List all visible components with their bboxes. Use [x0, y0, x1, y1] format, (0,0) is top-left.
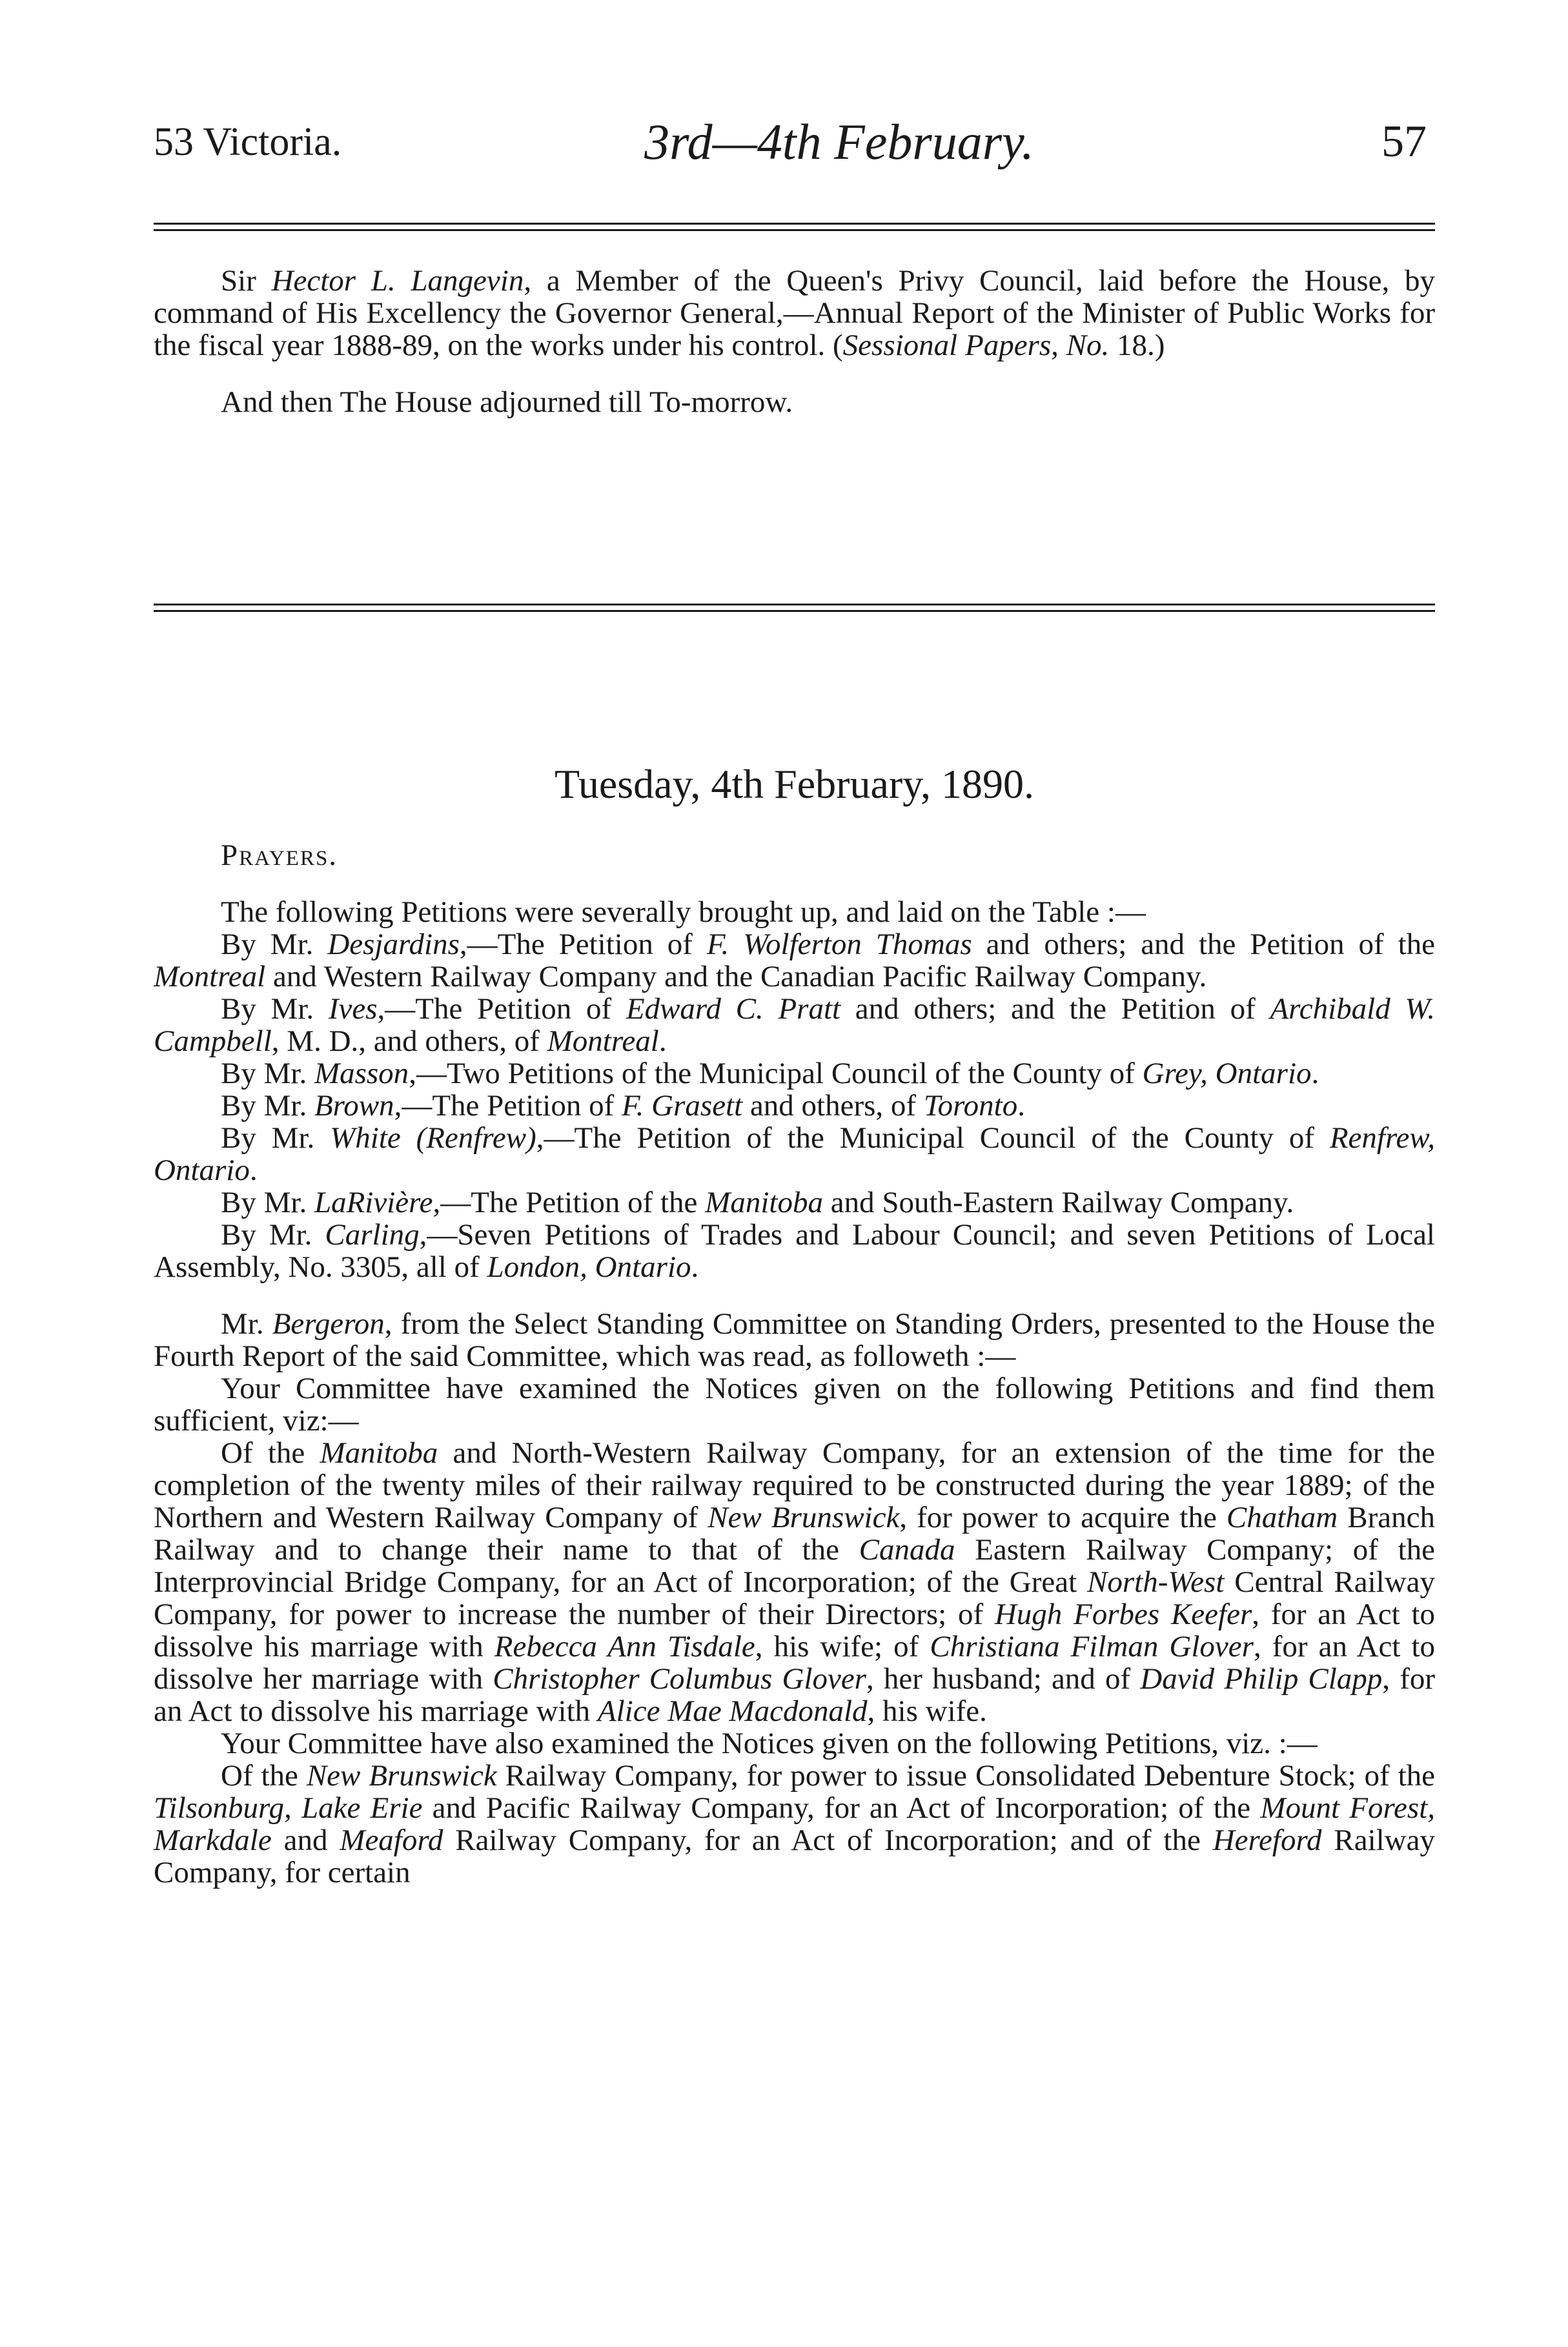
person-name: Hugh Forbes Keefer [994, 1598, 1252, 1631]
member-name: Bergeron [272, 1307, 385, 1341]
text: By Mr. [221, 1218, 325, 1252]
text: . [249, 1153, 258, 1187]
place-name: Canada [859, 1533, 955, 1567]
committee-report-intro [154, 1308, 1435, 1372]
text: Eastern Railway Company; of the Interprovincial Bridge Company, for an Act of Incorporation; of the Great [154, 1533, 1435, 1599]
petition-brown [154, 1090, 1435, 1122]
text: and Pacific Railway Company, for an Act of Incorporation; of the [422, 1791, 1261, 1825]
running-head-left: 53 Victoria. [154, 120, 342, 164]
person-name: David Philip Clapp [1140, 1662, 1383, 1696]
petition-ives [154, 993, 1435, 1057]
text: 18.) [1109, 329, 1165, 362]
place-name: Manitoba [320, 1436, 438, 1470]
day-title: Tuesday, 4th February, 1890. [554, 761, 1035, 807]
text: . [658, 1024, 667, 1058]
text: Central Railway Company, for power to increase the number of their Directors; of [154, 1565, 1436, 1631]
place-name: Montreal [154, 960, 266, 993]
text: Mr. [221, 1307, 272, 1341]
text: . [691, 1250, 699, 1284]
text: By Mr. [221, 1057, 314, 1090]
sessional-papers-ref: Sessional Papers, No. [842, 329, 1110, 362]
member-name: LaRivière [314, 1186, 433, 1219]
text: By Mr. [221, 928, 328, 961]
place-name: Toronto [923, 1089, 1018, 1123]
petition-lariviere [154, 1186, 1435, 1219]
place-name: Tilsonburg, Lake Erie [154, 1791, 423, 1825]
text: Railway Company, for an Act of Incorporation; and of the [443, 1824, 1213, 1857]
place-name: Montreal [547, 1024, 659, 1058]
section-rule-bottom [154, 610, 1435, 612]
petition-carling [154, 1219, 1435, 1283]
place-name: Grey, Ontario [1142, 1057, 1312, 1090]
text: and Western Railway Company and the Canadian Pacific Railway Company. [265, 960, 1207, 993]
member-name: Masson [314, 1057, 409, 1090]
text: ,—The Petition of the Municipal Council of the County of [536, 1121, 1330, 1155]
petition-masson [154, 1057, 1435, 1090]
petition-desjardins [154, 928, 1435, 993]
text: and [271, 1824, 340, 1857]
text: . [1017, 1089, 1025, 1123]
place-name: London, Ontario [487, 1250, 691, 1284]
text: ,—The Petition of [377, 992, 626, 1026]
place-name: Hereford [1212, 1824, 1322, 1857]
person-name: Rebecca Ann Tisdale [494, 1630, 755, 1663]
person-name: Alice Mae Macdonald [597, 1694, 868, 1728]
text: , for power to acquire the [899, 1501, 1227, 1534]
member-name: Carling [325, 1218, 420, 1252]
person-name: Christiana Filman Glover [930, 1630, 1254, 1663]
text: , M. D., and others, of [271, 1024, 547, 1058]
running-head-date: 3rd—4th February. [644, 114, 1034, 170]
text: , for an Act to dissolve his marriage with [154, 1662, 1435, 1728]
text: By Mr. [221, 1121, 331, 1155]
text: ,—The Petition of [394, 1089, 622, 1123]
langevin-report-section [154, 265, 1435, 418]
header-rule-top [154, 223, 1435, 225]
text: Sir [221, 264, 272, 298]
place-name: Chatham [1226, 1501, 1338, 1534]
text: By Mr. [221, 992, 329, 1026]
member-name: Ives [328, 992, 378, 1026]
committee-notices-also: Your Committee have also examined the Notices given on the following Petitions, viz. :— [221, 1727, 1318, 1760]
text: and others, of [742, 1089, 924, 1123]
text: Of the [221, 1759, 307, 1793]
place-name: Renfrew, Ontario [154, 1121, 1435, 1187]
text: Branch Railway and to change their name to that of the [154, 1501, 1435, 1567]
proceedings [154, 839, 1435, 1889]
text: ,—The Petition of the [433, 1186, 706, 1219]
member-name: Hector L. Langevin [271, 264, 524, 298]
petitions-intro: The following Petitions were severally brought up, and laid on the Table :— [221, 895, 1146, 929]
text: and South-Eastern Railway Company. [822, 1186, 1294, 1219]
header-rule-bottom [154, 229, 1435, 231]
petitioner-name: Archibald W. Campbell [154, 992, 1435, 1058]
text: , her husband; and of [866, 1662, 1141, 1696]
text: By Mr. [221, 1089, 314, 1123]
text: and North-Western Railway Company, for an extension of the time for the completion of the twenty miles of their railway required to be constructed during the year 1889; of the Northern and Western Railway Company of [154, 1436, 1435, 1534]
person-name: Christopher Columbus Glover [493, 1662, 866, 1696]
text: , his wife. [867, 1694, 987, 1728]
adjournment-line: And then The House adjourned till To-morrow. [221, 385, 793, 419]
text: and others; and the Petition of [840, 992, 1270, 1026]
place-name: New Brunswick [306, 1759, 497, 1793]
text: Railway Company, for power to issue Consolidated Debenture Stock; of the [496, 1759, 1436, 1793]
text: and others; and the Petition of the [972, 928, 1435, 961]
committee-notices-list-1 [154, 1437, 1435, 1727]
langevin-report-paragraph [154, 265, 1435, 361]
text: ,—Seven Petitions of Trades and Labour Council; and seven Petitions of Local Assembly, No. 3305, all of [154, 1218, 1435, 1284]
petitioner-name: F. Wolferton Thomas [706, 928, 972, 961]
petitioner-name: Edward C. Pratt [626, 992, 841, 1026]
text: , a Member of the Queen's Privy Council, laid before the House, by command of His Excellency the Governor General,—Annual Report of the Minister of Public Works for the fiscal year 1888-89, on the works under his control. ( [154, 264, 1435, 362]
petitioner-name: F. Grasett [622, 1089, 743, 1123]
text: By Mr. [221, 1186, 314, 1219]
petition-white [154, 1122, 1435, 1186]
text: , from the Select Standing Committee on Standing Orders, presented to the House the Fourth Report of the said Committee, which was read, as followeth :— [154, 1307, 1435, 1373]
text: , his wife; of [755, 1630, 930, 1663]
committee-notices-list-2 [154, 1760, 1435, 1889]
member-name: White (Renfrew) [330, 1121, 536, 1155]
text: , for an Act to dissolve his marriage with [154, 1598, 1436, 1663]
member-name: Desjardins [327, 928, 460, 961]
section-rule-top [154, 604, 1435, 605]
text: Of the [221, 1436, 320, 1470]
text: ,—Two Petitions of the Municipal Council of the County of [409, 1057, 1143, 1090]
text: Railway Company, for certain [154, 1824, 1435, 1889]
text: ,—The Petition of [459, 928, 707, 961]
text: , for an Act to dissolve her marriage with [154, 1630, 1436, 1696]
place-name: New Brunswick [708, 1501, 900, 1534]
committee-notices-sufficient: Your Committee have examined the Notices given on the following Petitions and find them sufficient, viz:— [154, 1372, 1435, 1438]
page-number: 57 [1381, 117, 1427, 167]
place-name: North-West [1087, 1565, 1225, 1599]
member-name: Brown [314, 1089, 394, 1123]
text: . [1311, 1057, 1319, 1090]
place-name: Mount Forest, Markdale [154, 1791, 1436, 1857]
prayers-heading: Prayers. [221, 838, 338, 872]
place-name: Meaford [340, 1824, 443, 1857]
place-name: Manitoba [705, 1186, 823, 1219]
